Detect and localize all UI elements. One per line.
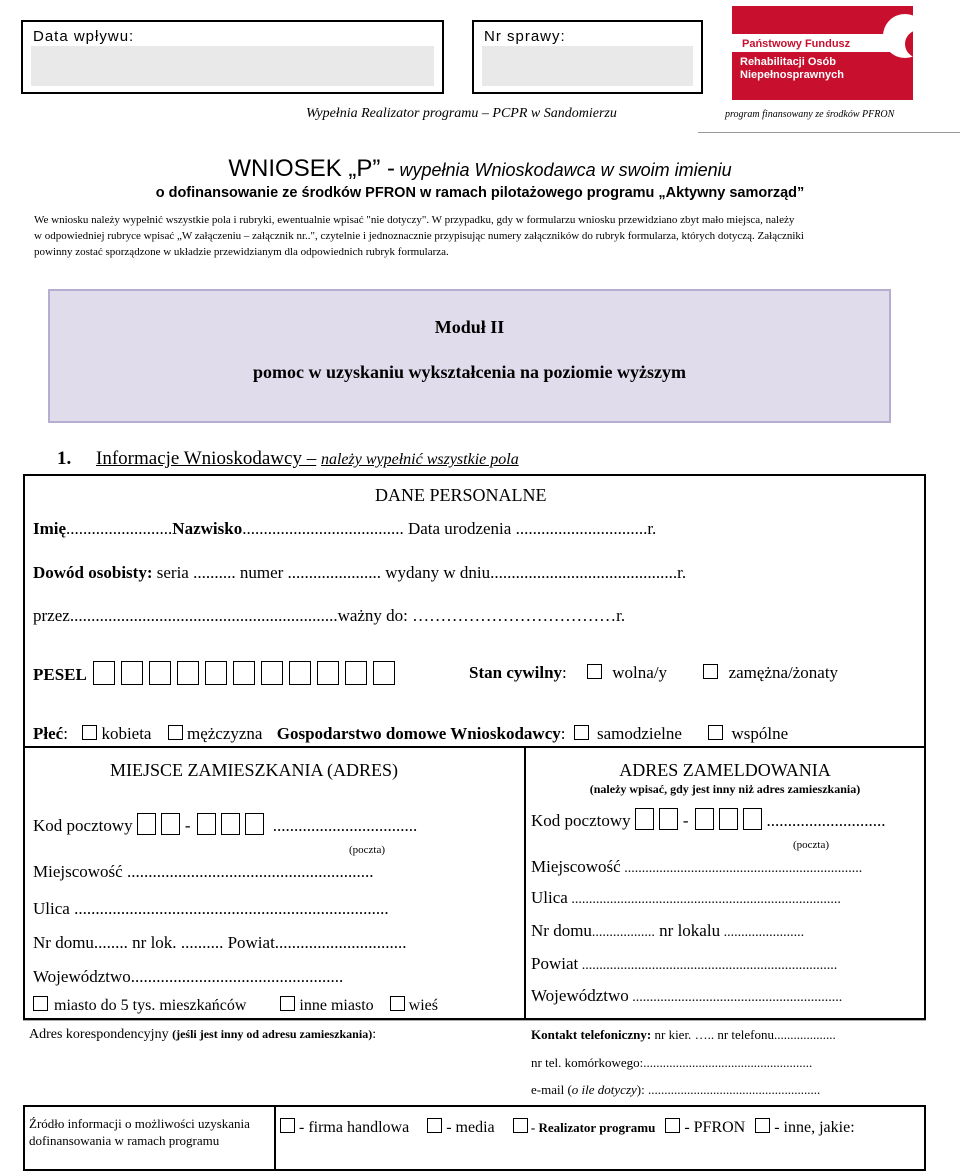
logo-line3: Niepełnosprawnych <box>740 69 844 81</box>
date-received-label: Data wpływu: <box>33 28 135 45</box>
issuer-label: przez <box>33 606 70 625</box>
registered-city-label: Miejscowość <box>531 857 621 876</box>
header-divider <box>698 132 960 133</box>
birth-date-label: Data urodzenia <box>403 519 516 538</box>
household-colon: : <box>560 724 566 743</box>
correspondence-label: Adres korespondencyjny <box>29 1027 169 1042</box>
residence-flat-field[interactable]: .......... <box>176 933 224 952</box>
last-name-field[interactable]: ...................................... <box>242 519 404 538</box>
area-code-label: nr kier. <box>651 1027 695 1042</box>
residence-city-row <box>33 862 373 882</box>
postcode-digit-box[interactable] <box>659 808 678 830</box>
registered-house-label: Nr domu <box>531 921 592 940</box>
funded-by-note: program finansowany ze środków PFRON <box>725 109 895 120</box>
source-divider <box>274 1105 276 1171</box>
pesel-digit-box[interactable] <box>317 661 339 685</box>
postcode-digit-box[interactable] <box>161 813 180 835</box>
personal-heading: DANE PERSONALNE <box>375 485 547 505</box>
registered-voiv-row <box>531 986 842 1006</box>
sex-female-label: kobieta <box>101 724 152 743</box>
household-label: Gospodarstwo domowe Wnioskodawcy <box>276 724 561 743</box>
source-media-label: - media <box>442 1119 495 1136</box>
registered-postcode-label: Kod pocztowy <box>531 811 631 830</box>
id-issued-field[interactable]: ............................................ <box>490 563 678 582</box>
residence-county-field[interactable]: ............................... <box>274 933 407 952</box>
civil-married-checkbox[interactable] <box>703 664 718 679</box>
module-box <box>48 289 891 423</box>
postcode-dash: - <box>682 811 689 830</box>
source-label: Źródło informacji o możliwości uzyskania dofinansowania w ramach programu <box>29 1116 250 1148</box>
pesel-label: PESEL <box>33 665 87 684</box>
email-label: e-mail ( <box>531 1082 572 1097</box>
source-other-checkbox[interactable] <box>755 1118 770 1133</box>
postcode-dash: - <box>184 816 191 835</box>
case-number-box <box>472 20 703 94</box>
contact-divider <box>23 1020 926 1021</box>
mobile-field[interactable]: .................................................... <box>643 1055 813 1070</box>
registered-county-label: Powiat <box>531 954 579 973</box>
source-pfron-label: - PFRON <box>680 1119 746 1136</box>
sex-male-label: mężczyzna <box>186 724 263 743</box>
registered-street-field[interactable]: ............................................................................. <box>567 892 841 907</box>
source-options <box>280 1118 855 1137</box>
residence-heading: MIEJSCE ZAMIESZKANIA (ADRES) <box>110 760 398 780</box>
registered-county-field[interactable]: ......................................................................... <box>578 958 838 973</box>
residence-street-field[interactable]: .......................................................................... <box>69 899 389 918</box>
postcode-digit-box[interactable] <box>197 813 216 835</box>
civil-status-row <box>469 663 838 683</box>
registered-city-row <box>531 857 862 877</box>
id-number-field[interactable]: ...................... <box>287 563 382 582</box>
phone-label: nr telefonu <box>714 1027 774 1042</box>
registered-flat-label: nr lokalu <box>654 921 721 940</box>
section1-title: Informacje Wnioskodawcy – <box>96 448 317 469</box>
registered-house-field[interactable]: .................. <box>591 925 655 940</box>
registered-street-row <box>531 888 841 908</box>
source-pfron-checkbox[interactable] <box>665 1118 680 1133</box>
registered-postcode-row <box>531 808 886 831</box>
last-name-label: Nazwisko <box>172 519 243 538</box>
valid-until-field[interactable]: ……………………………… <box>412 606 617 625</box>
area-code-field[interactable]: ….. <box>694 1027 715 1042</box>
registered-heading: ADRES ZAMELDOWANIA <box>619 760 831 780</box>
source-other-label: - inne, jakie: <box>770 1119 855 1136</box>
registered-city-field[interactable]: .................................................................... <box>620 861 863 876</box>
instructions <box>34 212 934 260</box>
date-received-box <box>21 20 444 94</box>
sex-label: Płeć <box>33 724 64 743</box>
civil-status-colon: : <box>562 663 567 682</box>
postcode-digit-box[interactable] <box>695 808 714 830</box>
module-title: Moduł II <box>434 317 505 337</box>
residence-street-row <box>33 899 389 919</box>
registered-post-note: (poczta) <box>793 839 830 851</box>
residence-county-label: Powiat <box>223 933 275 952</box>
registered-county-row <box>531 954 837 974</box>
instructions-line1: We wniosku należy wypełnić wszystkie pola i rubryki, ewentualnie wpisać "nie dotyczy". W przypadku, gdy w formularzu wniosku przewidziano zbyt mało miejsca, należy <box>34 214 795 226</box>
residence-city-label: Miejscowość <box>33 862 123 881</box>
pesel-row <box>33 661 401 685</box>
personal-row1 <box>33 519 656 539</box>
source-realizer-checkbox[interactable] <box>513 1118 528 1133</box>
residence-house-label: Nr domu <box>33 933 94 952</box>
small-town-label: miasto do 5 tys. mieszkańców <box>54 997 247 1014</box>
date-received-field[interactable] <box>31 46 434 86</box>
residence-postcode-row <box>33 813 417 836</box>
section1-note: należy wypełnić wszystkie pola <box>320 451 519 468</box>
case-number-label: Nr sprawy: <box>484 28 566 45</box>
correspondence-row <box>29 1027 376 1043</box>
contact-mobile-row <box>531 1055 812 1071</box>
section1-number: 1. <box>57 448 72 469</box>
id-issued-label: wydany w dniu <box>381 563 491 582</box>
registered-note: (należy wpisać, gdy jest inny niż adres zamieszkania) <box>589 782 861 796</box>
household-shared-label: wspólne <box>731 724 789 743</box>
issuer-field[interactable]: ............................................................... <box>69 606 338 625</box>
registered-post-field[interactable]: ............................ <box>766 811 886 830</box>
sex-colon: : <box>63 724 68 743</box>
title-main: WNIOSEK „P” - <box>228 155 396 182</box>
contact-label: Kontakt telefoniczny: <box>531 1027 652 1042</box>
household-single-label: samodzielne <box>596 724 682 743</box>
sex-female-checkbox[interactable] <box>82 725 97 740</box>
email-field[interactable]: ..................................................... <box>647 1082 821 1097</box>
pesel-digit-box[interactable] <box>177 661 199 685</box>
instructions-line3: powinny zostać sporządzone w układzie przewidzianym dla odpowiednich rubryk formularza. <box>34 246 449 258</box>
sex-household-row <box>33 724 788 744</box>
id-card-label: Dowód osobisty: <box>33 563 153 582</box>
other-city-checkbox[interactable] <box>280 996 295 1011</box>
registered-flat-field[interactable]: ....................... <box>720 925 805 940</box>
pesel-digit-box[interactable] <box>289 661 311 685</box>
birth-date-field[interactable]: ............................... <box>515 519 648 538</box>
pesel-digit-box[interactable] <box>261 661 283 685</box>
id-number-label: numer <box>235 563 288 582</box>
source-company-label: - firma handlowa <box>295 1119 410 1136</box>
source-company-checkbox[interactable] <box>280 1118 295 1133</box>
registered-voiv-field[interactable]: ............................................................ <box>628 990 843 1005</box>
postcode-digit-box[interactable] <box>221 813 240 835</box>
logo-line1: Państwowy Fundusz <box>742 38 851 50</box>
correspondence-note: (jeśli jest inny od adresu zamieszkania) <box>172 1027 373 1041</box>
valid-until-label: ważny do: <box>337 606 413 625</box>
village-checkbox[interactable] <box>390 996 405 1011</box>
sex-male-checkbox[interactable] <box>168 725 183 740</box>
valid-until-suffix: r. <box>616 606 626 625</box>
civil-single-label: wolna/y <box>612 663 668 682</box>
email-note: o ile dotyczy <box>571 1082 637 1097</box>
residence-voiv-label: Województwo <box>33 967 131 986</box>
residence-city-field[interactable]: .......................................................... <box>122 862 374 881</box>
instructions-line2: w odpowiedniej rubryce wpisać „W załączeniu – załącznik nr..", czytelnie i jednoznacznie przypisując numery załączników do rubryk formularza, których dotyczą. Załączniki <box>34 230 804 242</box>
id-series-label: seria <box>152 563 194 582</box>
pesel-digit-box[interactable] <box>233 661 255 685</box>
id-series-field[interactable]: .......... <box>193 563 236 582</box>
correspondence-colon: : <box>372 1027 377 1042</box>
pesel-digit-box[interactable] <box>345 661 367 685</box>
residence-flat-label: nr lok. <box>127 933 177 952</box>
first-name-label: Imię <box>33 519 67 538</box>
title-main-sub: wypełnia Wnioskodawca w swoim imieniu <box>399 160 732 180</box>
residence-house-row <box>33 933 407 953</box>
first-name-field[interactable]: ......................... <box>66 519 173 538</box>
pesel-boxes <box>93 665 401 684</box>
phone-field[interactable]: ................... <box>773 1027 836 1042</box>
residence-street-label: Ulica <box>33 899 70 918</box>
section1-heading <box>57 448 519 470</box>
pesel-digit-box[interactable] <box>205 661 227 685</box>
logo-line2: Rehabilitacji Osób <box>740 56 836 68</box>
residence-post-field[interactable]: .................................. <box>272 816 418 835</box>
residence-post-note: (poczta) <box>349 844 386 856</box>
birth-date-suffix: r. <box>647 519 657 538</box>
module-desc: pomoc w uzyskaniu wykształcenia na poziomie wyższym <box>253 362 686 382</box>
page-title <box>0 155 960 183</box>
residence-voiv-field[interactable]: .................................................. <box>130 967 344 986</box>
residence-house-field[interactable]: ........ <box>93 933 128 952</box>
id-issued-suffix: r. <box>677 563 687 582</box>
postcode-digit-box[interactable] <box>635 808 654 830</box>
civil-married-label: zamężna/żonaty <box>728 663 839 682</box>
residence-postcode-label: Kod pocztowy <box>33 816 133 835</box>
pfron-logo <box>732 6 913 100</box>
page-subtitle: o dofinansowanie ze środków PFRON w ramach pilotażowego programu „Aktywny samorząd” <box>155 185 805 201</box>
pesel-digit-box[interactable] <box>121 661 143 685</box>
filled-by-note: Wypełnia Realizator programu – PCPR w Sandomierzu <box>306 106 617 121</box>
source-realizer-label: - Realizator programu <box>527 1120 656 1135</box>
household-single-checkbox[interactable] <box>574 725 589 740</box>
case-number-field[interactable] <box>482 46 693 86</box>
registered-house-row <box>531 921 804 941</box>
postcode-digit-box[interactable] <box>719 808 738 830</box>
civil-status-label: Stan cywilny <box>469 663 563 682</box>
postcode-digit-box[interactable] <box>743 808 762 830</box>
pesel-digit-box[interactable] <box>149 661 171 685</box>
postcode-digit-box[interactable] <box>245 813 264 835</box>
household-shared-checkbox[interactable] <box>708 725 723 740</box>
small-town-checkbox[interactable] <box>33 996 48 1011</box>
registered-voiv-label: Województwo <box>531 986 629 1005</box>
email-label-end: ): <box>636 1082 648 1097</box>
residence-voiv-row <box>33 967 343 987</box>
pesel-digit-box[interactable] <box>373 661 395 685</box>
contact-phone-row <box>531 1027 836 1043</box>
mobile-label: nr tel. komórkowego: <box>531 1055 644 1070</box>
contact-email-row <box>531 1082 820 1098</box>
other-city-label: inne miasto <box>299 997 374 1014</box>
personal-row3 <box>33 606 625 626</box>
pesel-digit-box[interactable] <box>93 661 115 685</box>
village-label: wieś <box>408 997 438 1014</box>
civil-single-checkbox[interactable] <box>587 664 602 679</box>
source-media-checkbox[interactable] <box>427 1118 442 1133</box>
residence-type-row <box>33 996 438 1015</box>
registered-street-label: Ulica <box>531 888 568 907</box>
postcode-digit-box[interactable] <box>137 813 156 835</box>
personal-row2 <box>33 563 686 583</box>
logo-lines <box>740 56 844 82</box>
